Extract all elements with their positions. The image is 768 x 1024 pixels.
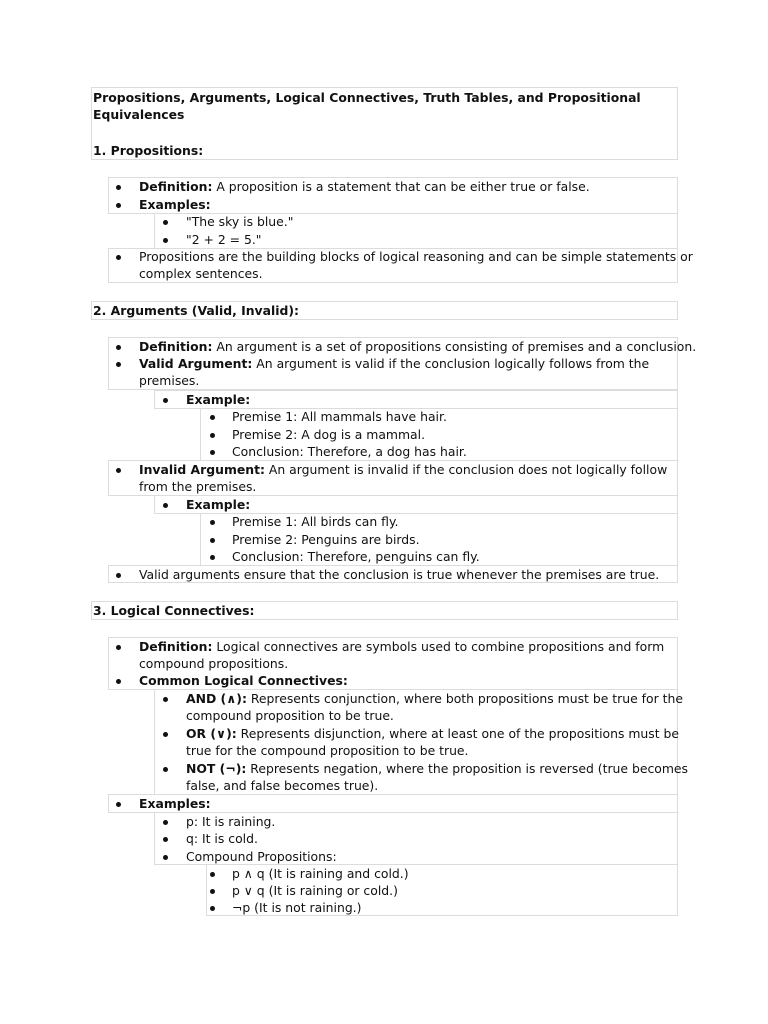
s2-note: Valid arguments ensure that the conclusion is true whenever the premises are true.: [139, 567, 660, 582]
s3-examples-label: Examples:: [139, 796, 211, 811]
s2-valid-premise-2: Premise 2: A dog is a mammal.: [232, 427, 426, 442]
s2-invalid-premise-2: Premise 2: Penguins are birds.: [232, 532, 420, 547]
bullet: [116, 255, 121, 260]
s2-valid-line2: premises.: [139, 373, 200, 388]
bullet: [210, 433, 215, 438]
bullet: [163, 238, 168, 243]
s3-example-q: q: It is cold.: [186, 831, 258, 846]
bullet: [210, 889, 215, 894]
bullet: [116, 468, 121, 473]
bullet: [210, 520, 215, 525]
s3-common-label: Common Logical Connectives:: [139, 673, 348, 688]
s1-example-1: "The sky is blue.": [186, 214, 294, 229]
s1-note-line2: complex sentences.: [139, 266, 263, 281]
bullet: [163, 220, 168, 225]
s1-examples-label: Examples:: [139, 197, 211, 212]
s3-or-line2: true for the compound proposition to be true.: [186, 743, 469, 758]
s1-example-2: "2 + 2 = 5.": [186, 232, 262, 247]
s1-note-line1: Propositions are the building blocks of logical reasoning and can be simple statements or: [139, 249, 693, 264]
section2-heading: 2. Arguments (Valid, Invalid):: [93, 303, 299, 318]
bullet: [210, 415, 215, 420]
bullet: [116, 802, 121, 807]
bullet: [210, 538, 215, 543]
s3-not-line1: NOT (¬): Represents negation, where the proposition is reversed (true becomes: [186, 761, 688, 776]
bullet: [116, 573, 121, 578]
s3-not-line2: false, and false becomes true).: [186, 778, 379, 793]
s2-invalid-line2: from the premises.: [139, 479, 257, 494]
doc-title-line1: Propositions, Arguments, Logical Connectives, Truth Tables, and Propositional: [93, 90, 641, 105]
bullet: [163, 732, 168, 737]
s2-example-label: Example:: [186, 392, 251, 407]
bullet: [210, 450, 215, 455]
bullet: [163, 767, 168, 772]
s3-compound-3: ¬p (It is not raining.): [232, 900, 362, 915]
bullet: [163, 697, 168, 702]
s3-or-line1: OR (∨): Represents disjunction, where at least one of the propositions must be: [186, 726, 680, 741]
bullet: [116, 362, 121, 367]
s3-definition-line2: compound propositions.: [139, 656, 289, 671]
s2-valid-premise-1: Premise 1: All mammals have hair.: [232, 409, 447, 424]
bullet: [210, 555, 215, 560]
s2-valid-line1: Valid Argument: An argument is valid if the conclusion logically follows from the: [139, 356, 650, 371]
bullet: [116, 203, 121, 208]
s2-valid-conclusion: Conclusion: Therefore, a dog has hair.: [232, 444, 467, 459]
s3-compound-2: p ∨ q (It is raining or cold.): [232, 883, 398, 898]
s1-definition: Definition: A proposition is a statement that can be either true or false.: [139, 179, 590, 194]
bullet: [116, 185, 121, 190]
s2-example2-label: Example:: [186, 497, 251, 512]
bullet: [116, 645, 121, 650]
s2-invalid-premise-1: Premise 1: All birds can fly.: [232, 514, 399, 529]
bullet: [210, 872, 215, 877]
s3-definition-line1: Definition: Logical connectives are symbols used to combine propositions and form: [139, 639, 665, 654]
bullet: [163, 398, 168, 403]
bullet: [163, 503, 168, 508]
s2-invalid-line1: Invalid Argument: An argument is invalid if the conclusion does not logically follow: [139, 462, 668, 477]
s3-example-p: p: It is raining.: [186, 814, 276, 829]
doc-title-line2: Equivalences: [93, 107, 185, 122]
s3-compound-label: Compound Propositions:: [186, 849, 337, 864]
section3-heading: 3. Logical Connectives:: [93, 603, 255, 618]
s3-and-line1: AND (∧): Represents conjunction, where both propositions must be true for the: [186, 691, 683, 706]
s3-and-line2: compound proposition to be true.: [186, 708, 394, 723]
s3-compound-1: p ∧ q (It is raining and cold.): [232, 866, 409, 881]
section1-heading: 1. Propositions:: [93, 143, 204, 158]
s2-definition: Definition: An argument is a set of propositions consisting of premises and a conclusion.: [139, 339, 697, 354]
bullet: [116, 679, 121, 684]
bullet: [116, 345, 121, 350]
s2-invalid-conclusion: Conclusion: Therefore, penguins can fly.: [232, 549, 480, 564]
bullet: [163, 855, 168, 860]
bullet: [163, 820, 168, 825]
bullet: [163, 837, 168, 842]
bullet: [210, 906, 215, 911]
